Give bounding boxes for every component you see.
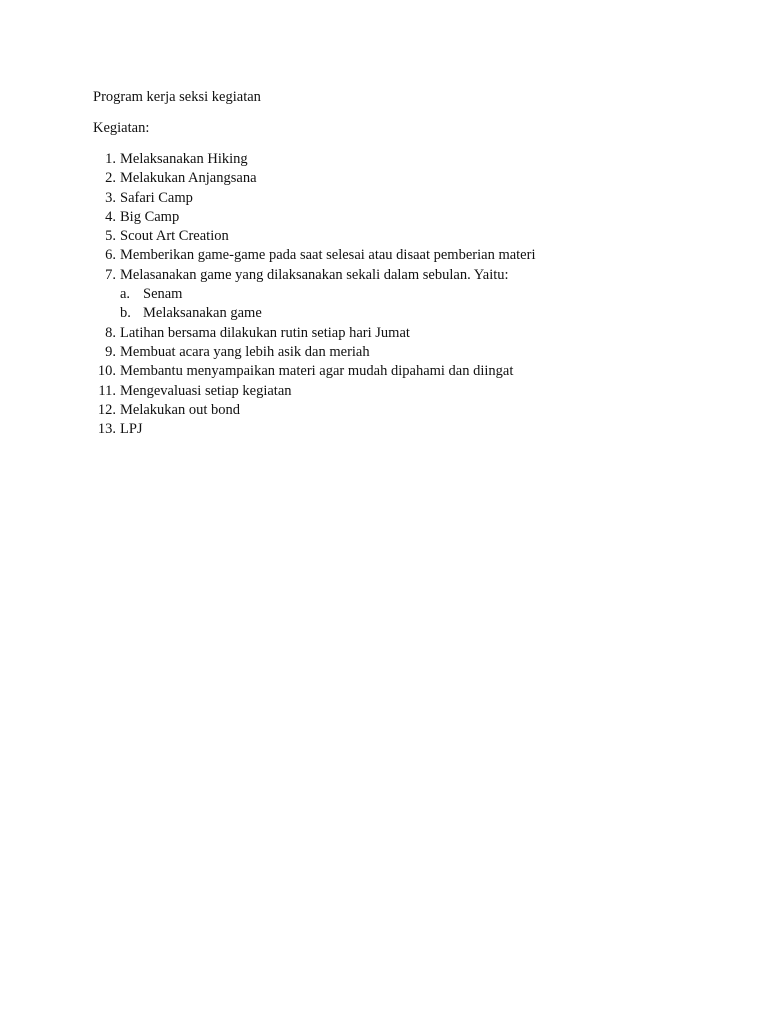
list-number: 8. (105, 324, 116, 341)
list-number: 13. (97, 421, 116, 438)
list-item (93, 382, 733, 401)
list-text: LPJ (120, 421, 143, 438)
list-text: Melakukan out bond (120, 401, 241, 418)
list-item (93, 324, 733, 343)
list-number: 2. (105, 170, 116, 187)
sub-list-item (93, 304, 733, 323)
list-item (93, 343, 733, 362)
list-text: Melaksanakan Hiking (120, 151, 248, 167)
list-text: Latihan bersama dilakukan rutin setiap hari Jumat (120, 324, 410, 341)
list-number: 4. (105, 208, 116, 225)
list-item (93, 150, 733, 169)
list-item (93, 266, 733, 285)
list-item (93, 208, 733, 227)
list-number: 6. (105, 247, 116, 264)
list-text: Membuat acara yang lebih asik dan meriah (120, 343, 370, 360)
sub-list-letter: a. (120, 286, 131, 303)
list-number: 12. (97, 401, 116, 418)
list-item (93, 246, 733, 265)
list-number: 10. (97, 363, 116, 380)
list-item (93, 362, 733, 381)
list-text: Scout Art Creation (120, 228, 229, 245)
list-text: Melakukan Anjangsana (120, 170, 257, 187)
sub-list-item (93, 285, 733, 304)
list-item (93, 227, 733, 246)
list-number: 7. (105, 266, 116, 283)
section-heading: Kegiatan: (93, 120, 150, 136)
list-text: Mengevaluasi setiap kegiatan (120, 382, 292, 399)
list-item (93, 401, 733, 420)
list-text: Safari Camp (120, 189, 193, 206)
list-number: 5. (105, 228, 116, 245)
list-text: Membantu menyampaikan materi agar mudah dipahami dan diingat (120, 363, 514, 380)
list-number: 1. (105, 151, 116, 167)
list-item (93, 189, 733, 208)
list-number: 11. (98, 382, 116, 399)
sub-list-text: Senam (143, 286, 183, 303)
list-item (93, 420, 733, 439)
list-item (93, 169, 733, 188)
list-text: Big Camp (120, 208, 180, 225)
document-title: Program kerja seksi kegiatan (93, 89, 261, 105)
list-text: Memberikan game-game pada saat selesai atau disaat pemberian materi (120, 247, 536, 264)
activity-list (93, 150, 733, 439)
list-text: Melasanakan game yang dilaksanakan sekali dalam sebulan. Yaitu: (120, 266, 509, 283)
sub-list-text: Melaksanakan game (143, 305, 262, 322)
sub-list-letter: b. (120, 305, 131, 322)
list-number: 3. (105, 189, 116, 206)
list-number: 9. (105, 343, 116, 360)
